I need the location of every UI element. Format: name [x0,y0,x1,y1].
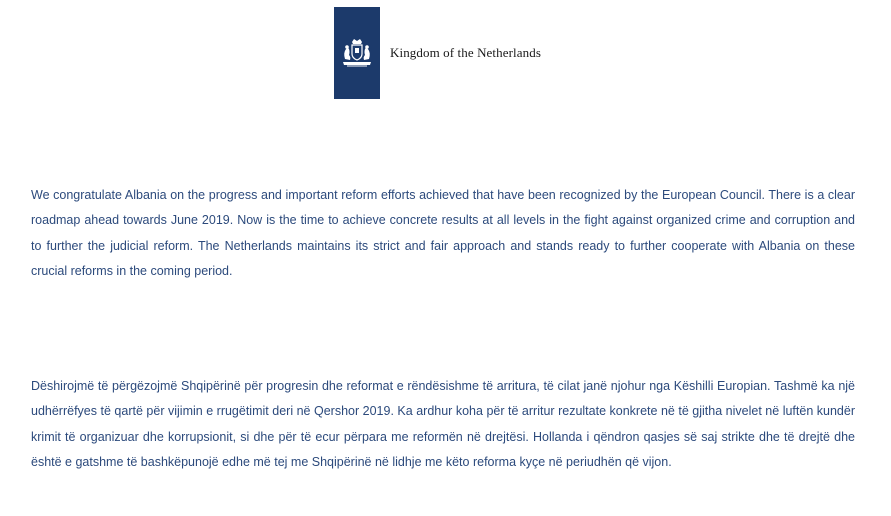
statement-albanian: Dëshirojmë të përgëzojmë Shqipërinë për progresin dhe reformat e rëndësishme të arritura, të cilat janë njohur nga Këshilli Europian. Tashmë ka një udhërrëfyes të qartë për vijimin e rrugëtimit deri në Qershor 2019. Ka ardhur koha për të arritur rezultate konkrete në të gjitha nivelet në luftën kundër krimit të organizuar dhe korrupsionit, si dhe për të ecur përpara me reformën në drejtësi. Hollanda i qëndron qasjes së saj strikte dhe të drejtë dhe është e gatshme të bashkëpunojë edhe më tej me Shqipërinë në lidhje me këto reforma kyçe në periudhën që vijon. [31,379,855,470]
letterhead [334,7,541,99]
royal-coat-of-arms-icon [337,33,377,73]
logo-block [334,7,380,99]
statement-english: We congratulate Albania on the progress and important reform efforts achieved that have been recognized by the European Council. There is a clear roadmap ahead towards June 2019. Now is the time to achieve concrete results at all levels in the fight against organized crime and corruption and to further the judicial reform. The Netherlands maintains its strict and fair approach and stands ready to further cooperate with Albania on these crucial reforms in the coming period. [31,188,855,279]
organization-name: Kingdom of the Netherlands [390,45,541,60]
